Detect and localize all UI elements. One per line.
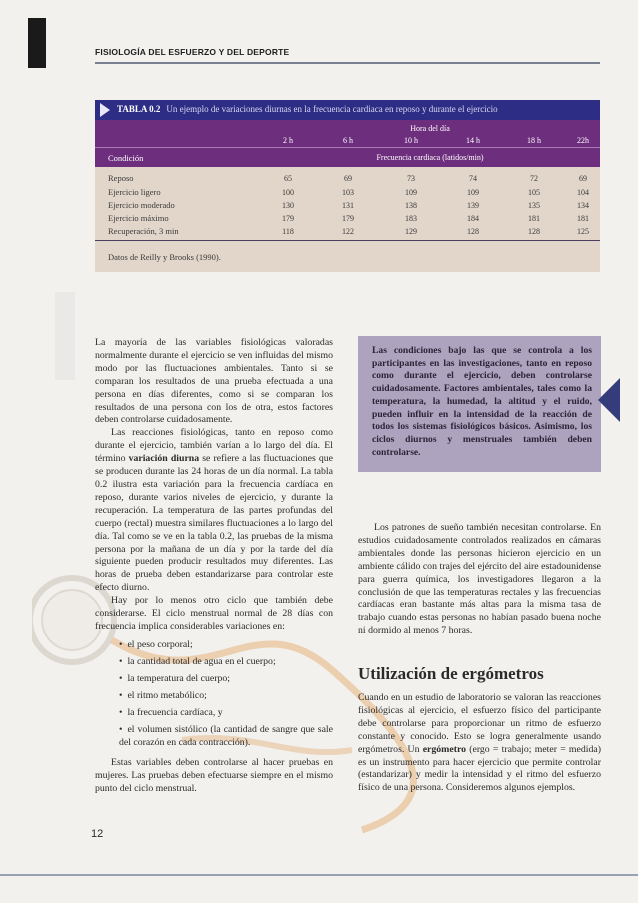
table-cell: 72 [530, 174, 538, 183]
section-heading: Utilización de ergómetros [358, 664, 544, 683]
table-cell: 105 [528, 188, 540, 197]
table-cell: 184 [467, 214, 479, 223]
highlight-box-text: Las condiciones bajo las que se controla a los participantes en las investigaciones, tanto en reposo como durante el ejercicio, deben controlarse cuidadosamente. Factores ambientales, tales como la temperatura, la humedad, la altitud y el ruido, pueden influir en la intensidad de la reacción de todos los sistemas fisiológicos básicos. Asimismo, los ciclos diurnos y menstruales también deben controlarse. [372, 345, 592, 458]
key-term: ergómetro [422, 743, 467, 755]
table-cell: 179 [342, 214, 354, 223]
condition-header: Condición [108, 153, 144, 163]
list-item: • el volumen sistólico (la cantidad de sangre que sale del corazón en cada contracción). [119, 723, 333, 749]
paragraph-text: (ergo = trabajo; meter = medida) es un instrumento para hacer ejercicio que permite controlar (estandarizar) y medir la intensidad y el ritmo del esfuerzo físico de una persona. Consideremos algunos ejemplos. [358, 743, 601, 794]
paragraph: La mayoría de las variables fisiológicas valoradas normalmente durante el ejercicio se ven influidas del mismo modo por las fluctuaciones ambientales. Tanto si se comparan los resultados de una prueba efectuada a una persona en días diferentes, como si se comparan los resultados de una persona con los de otra, estos factores deben controlarse cuidadosamente. [95, 337, 333, 426]
page-bottom-rule [0, 874, 638, 876]
paragraph: Hay por lo menos otro ciclo que también debe considerarse. El ciclo menstrual normal de 28 días con frecuencia implica considerables variaciones en: [95, 595, 333, 632]
paragraph: Los patrones de sueño también necesitan controlarse. En estudios cuidadosamente controlados realizados en cámaras ambientales donde las personas hicieron ejercicio en un ambiente cálido con trajes del ejército del aire estadounidense para guerra química, los investigadores llegaron a la conclusión de que las temperaturas rectales y las frecuencias cardíacas eran bastante más altas para la misma tasa de trabajo cuando estas personas no habían pasado buena noche ni dormido al menos 7 horas. [358, 522, 601, 637]
table-cell: 103 [342, 188, 354, 197]
paragraph: Estas variables deben controlarse al hacer pruebas en mujeres. Las pruebas deben efectuarse siempre en el mismo punto del ciclo menstrual. [95, 756, 333, 794]
table-marker-icon [100, 103, 110, 117]
table-cell: 135 [528, 201, 540, 210]
table-cell: 181 [528, 214, 540, 223]
table-cell: 69 [344, 174, 352, 183]
table-source-note: Datos de Reilly y Brooks (1990). [108, 252, 221, 262]
header-rule [95, 62, 600, 64]
hour-group-label: Hora del día [410, 124, 450, 133]
key-term: variación diurna [128, 453, 200, 465]
list-item: • la temperatura del cuerpo; [119, 672, 333, 685]
list-item: • el peso corporal; [119, 638, 333, 651]
running-header: FISIOLOGÍA DEL ESFUERZO Y DEL DEPORTE [95, 47, 290, 57]
hour-header: 2 h [283, 136, 293, 145]
paragraph [95, 427, 333, 595]
hour-header: 22h [577, 136, 589, 145]
paragraph [358, 692, 601, 795]
right-column [358, 522, 601, 638]
variables-list [95, 638, 333, 749]
table-cell: 128 [528, 227, 540, 236]
measure-header: Frecuencia cardiaca (latidos/min) [376, 153, 484, 162]
list-item: • la cantidad total de agua en el cuerpo; [119, 655, 333, 668]
list-item: • la frecuencia cardíaca, y [119, 706, 333, 719]
left-column [95, 337, 333, 796]
table-cell: 179 [282, 214, 294, 223]
paragraph-text: se refiere a las fluctuaciones que se producen durante las 24 horas de un día normal. La tabla 0.2 ilustra esta variación para la frecuencia cardíaca en reposo, durante varios niveles de ejercicio, y durante la recuperación. La temperatura de las partes profundas del cuerpo (rectal) muestra similares fluctuaciones a lo largo del día. Tal como se ve en la tabla 0.2, las pruebas de la misma persona por la mañana de un día y por la tarde del día siguiente pueden producir resultados muy diferentes. Las horas de prueba deben estandarizarse para controlar este efecto diurno. [95, 453, 334, 594]
row-label: Recuperación, 3 min [108, 226, 179, 236]
table-cell: 134 [577, 201, 589, 210]
table-cell: 104 [577, 188, 589, 197]
bleed-through-shadow [55, 292, 75, 380]
hour-header: 10 h [404, 136, 418, 145]
row-label: Reposo [108, 173, 134, 183]
table-cell: 65 [284, 174, 292, 183]
triangle-marker-icon [598, 378, 620, 422]
table-cell: 100 [282, 188, 294, 197]
hour-header: 14 h [466, 136, 480, 145]
table-cell: 109 [467, 188, 479, 197]
section-body [358, 692, 601, 795]
table-label: TABLA 0.2 [117, 104, 161, 114]
table-cell: 183 [405, 214, 417, 223]
row-label: Ejercicio ligero [108, 187, 161, 197]
table-subhead-rule [95, 147, 600, 148]
table-cell: 131 [342, 201, 354, 210]
table-cell: 129 [405, 227, 417, 236]
table-cell: 139 [467, 201, 479, 210]
list-item: • el ritmo metabólico; [119, 689, 333, 702]
hour-header: 18 h [527, 136, 541, 145]
paragraph-text: Las reacciones fisiológicas, tanto en reposo como durante el ejercicio, también varían a lo largo del día. El término [95, 427, 333, 465]
row-label: Ejercicio moderado [108, 200, 175, 210]
page-edge-tab [28, 18, 46, 68]
row-label: Ejercicio máximo [108, 213, 169, 223]
table-cell: 138 [405, 201, 417, 210]
table-cell: 122 [342, 227, 354, 236]
paragraph-text: Cuando en un estudio de laboratorio se valoran las reacciones fisiológicas al ejercicio, el esfuerzo físico del participante debe controlarse para proporcionar un ritmo de esfuerzo constante y conocido. Esto se logra generalmente usando ergómetros. Un [358, 692, 601, 755]
table-cell: 181 [577, 214, 589, 223]
hour-header: 6 h [343, 136, 353, 145]
table-cell: 130 [282, 201, 294, 210]
table-cell: 73 [407, 174, 415, 183]
table-cell: 125 [577, 227, 589, 236]
table-cell: 69 [579, 174, 587, 183]
table-caption-text: Un ejemplo de variaciones diurnas en la frecuencia cardiaca en reposo y durante el ejercicio [166, 104, 498, 114]
page-number: 12 [91, 828, 104, 840]
table-cell: 128 [467, 227, 479, 236]
table-cell: 109 [405, 188, 417, 197]
table-cell: 118 [282, 227, 294, 236]
table-caption [117, 104, 498, 114]
table-cell: 74 [469, 174, 477, 183]
table-bottom-rule [95, 240, 600, 241]
